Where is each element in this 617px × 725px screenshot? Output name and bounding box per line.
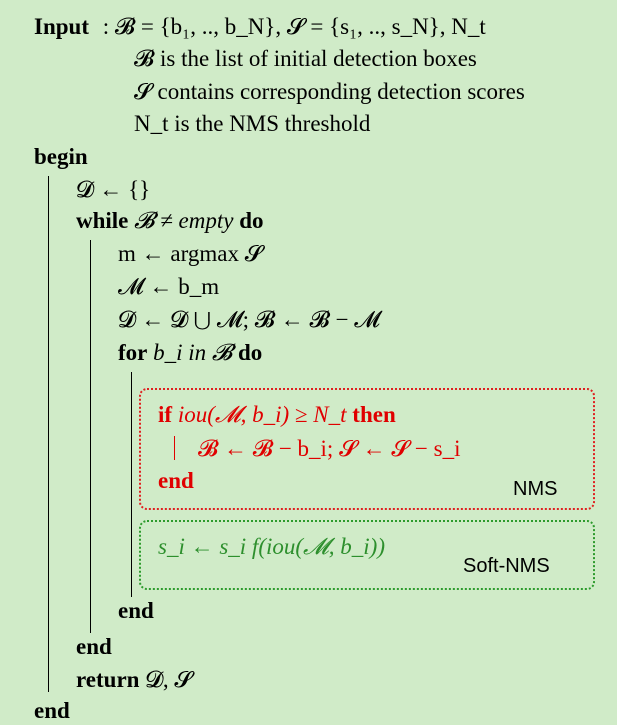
if-keyword: if — [158, 402, 173, 427]
for-do-keyword: do — [237, 340, 263, 365]
scope-line-for — [131, 372, 132, 597]
while-condition: 𝓑 ≠ empty — [134, 208, 234, 233]
input-line — [34, 13, 486, 41]
for-condition: b_i in 𝓑 — [153, 340, 233, 365]
begin-keyword: begin — [34, 144, 88, 169]
while-do-keyword: do — [239, 208, 264, 233]
then-keyword: then — [352, 402, 396, 427]
input-keyword: Input — [34, 14, 89, 39]
if-line — [158, 401, 396, 429]
for-keyword: for — [118, 340, 148, 365]
nms-label: NMS — [513, 478, 558, 500]
nms-update-line: 𝓑 ← 𝓑 − b_i; 𝓢 ← 𝓢 − s_i — [198, 436, 461, 461]
init-line: 𝓓 ← {} — [76, 177, 151, 202]
return-line — [76, 666, 192, 694]
soft-update-line: s_i ← s_i f(iou(𝓜, b_i)) — [158, 534, 385, 559]
while-keyword: while — [76, 208, 129, 233]
scope-line-begin — [48, 176, 49, 692]
if-end-keyword: end — [158, 468, 194, 493]
if-condition: iou(𝓜, b_i) ≥ N_t — [177, 402, 347, 427]
update-line: 𝓓 ← 𝓓 ⋃ 𝓜; 𝓑 ← 𝓑 − 𝓜 — [118, 307, 381, 332]
if-scope-line — [174, 436, 175, 460]
return-keyword: return — [76, 667, 140, 692]
select-line: 𝓜 ← b_m — [118, 274, 220, 299]
return-value: 𝓓, 𝓢 — [145, 667, 193, 692]
input-definition: : 𝓑 = {b₁, .., b_N}, 𝓢 = {s₁, .., s_N}, N_t — [102, 14, 486, 39]
input-desc-scores: 𝓢 contains corresponding detection scores — [134, 79, 525, 104]
scope-line-while — [90, 240, 91, 633]
end-keyword: end — [34, 698, 70, 723]
input-desc-boxes: 𝓑 is the list of initial detection boxes — [134, 46, 477, 71]
while-end-keyword: end — [76, 634, 112, 659]
input-desc-threshold: N_t is the NMS threshold — [134, 111, 371, 136]
while-line — [76, 207, 264, 235]
for-end-keyword: end — [118, 598, 154, 623]
for-line — [118, 339, 262, 367]
argmax-line: m ← argmax 𝓢 — [118, 241, 263, 266]
soft-nms-label: Soft-NMS — [463, 555, 550, 577]
